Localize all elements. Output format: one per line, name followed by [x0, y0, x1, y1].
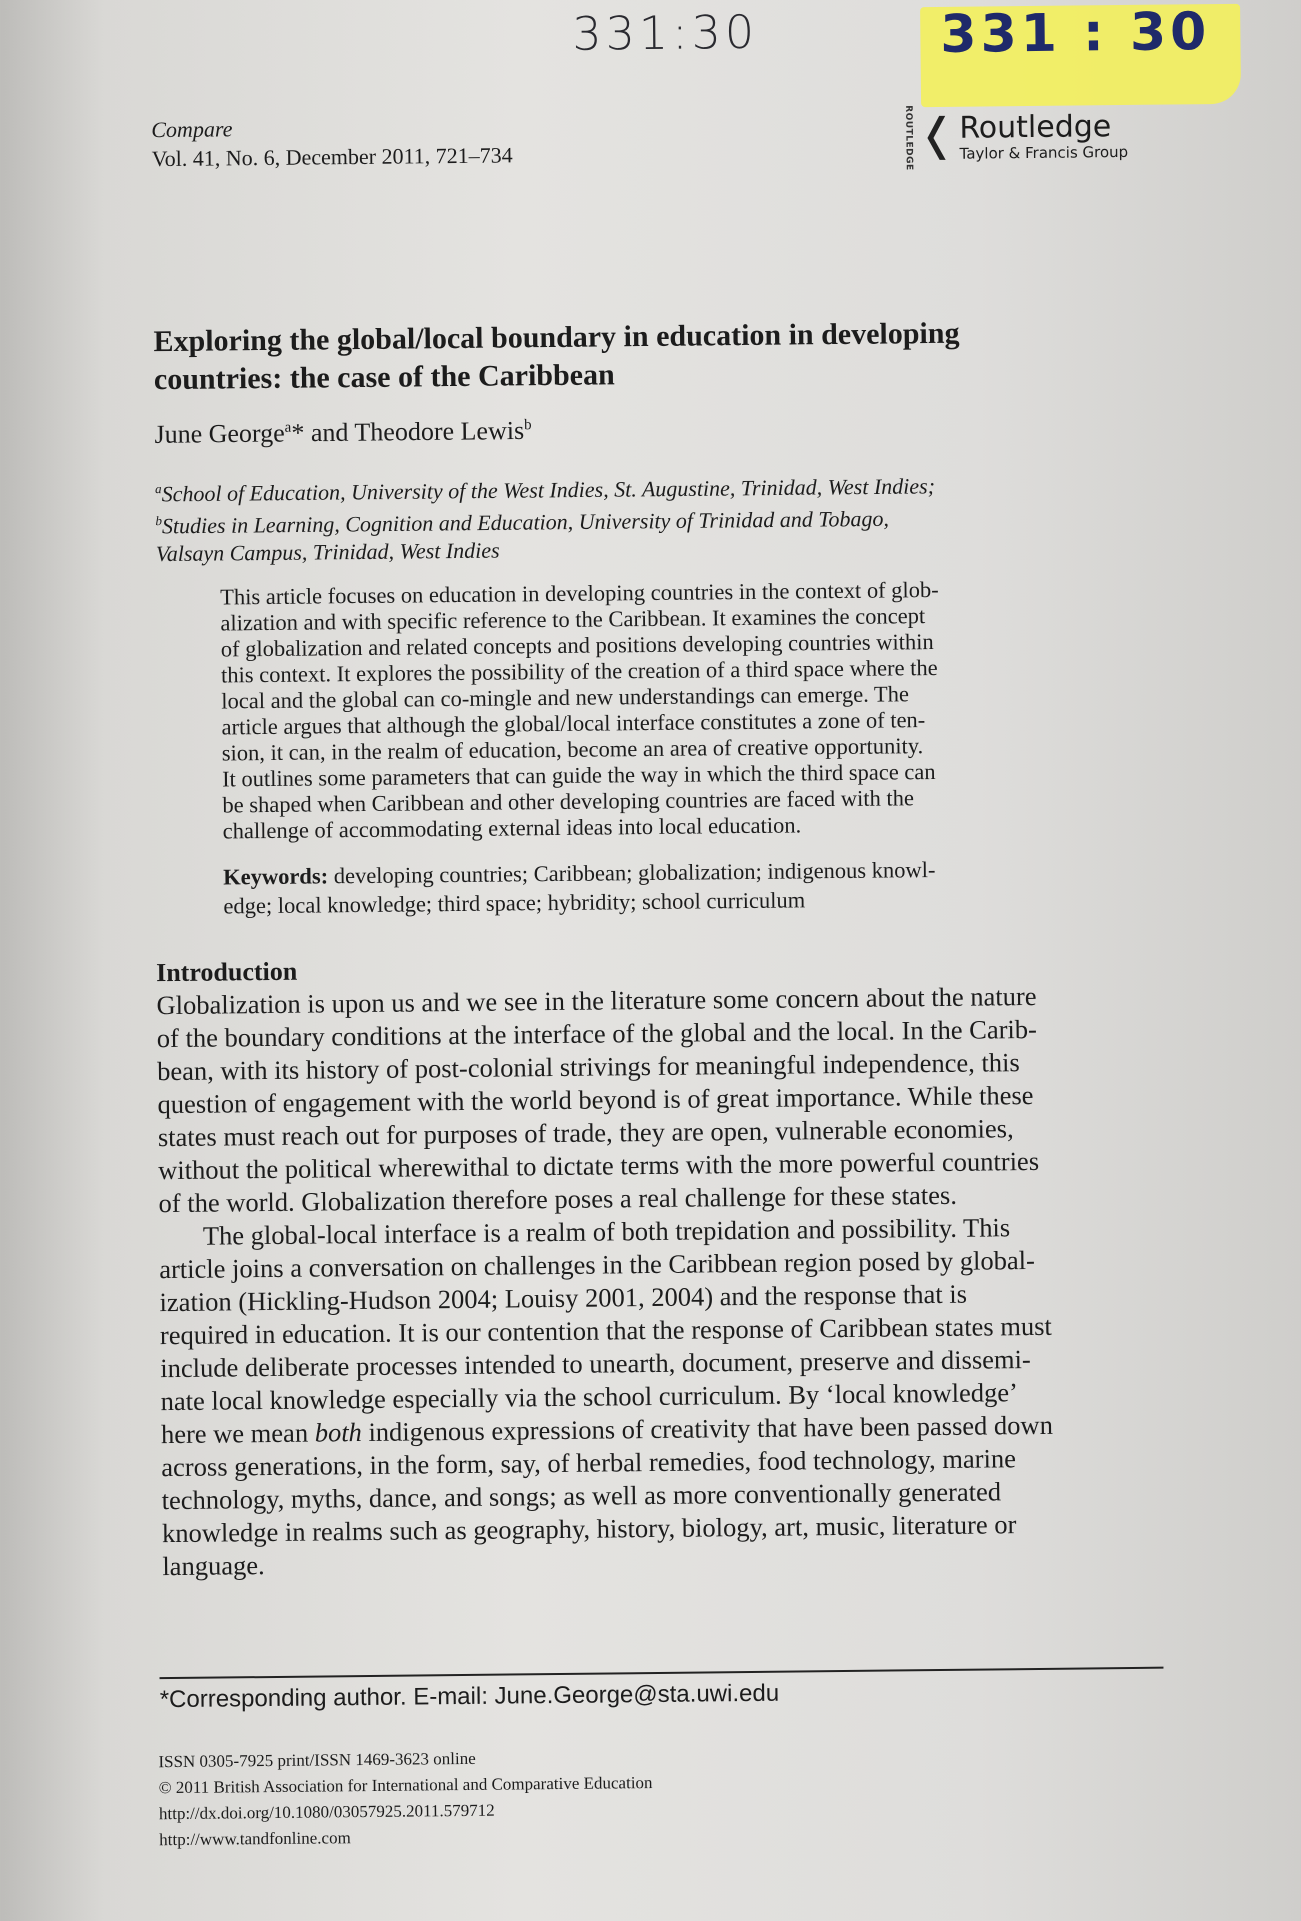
routledge-mark-icon — [925, 114, 948, 162]
section-heading-introduction: Introduction — [155, 956, 298, 988]
publisher-website-link: http://www.tandfonline.com — [159, 1828, 351, 1850]
article-title: Exploring the global/local boundary in education in developing countries: the case of the Caribbean — [153, 316, 960, 397]
journal-volume: Vol. 41, No. 6, December 2011, 721–734 — [151, 142, 513, 172]
introduction-paragraph-2: The global-local interface is a realm of both trepidation and possibility. This article joins a conversation on challenges in the Caribbean region posed by global- ization (Hickling-Hudson 2004; Louisy 2001, 2004) and the response that is required in education. It is our contention that the response of Caribbean states must include deliberate processes intended to unearth, document, preserve and dissemi- nate local knowledge especially via the school curriculum. By ‘local knowledge’ here we mean both indigenous expressions of creativity that have been passed down across generations, in the form, say, of herbal remedies, food technology, marine technology, myths, dance, and songs; as well as more conventionally generated knowledge in realms such as geography, history, biology, art, music, literature or language. — [159, 1212, 1054, 1582]
keywords-label: Keywords: — [223, 863, 329, 890]
author-affiliations: $^a$School of Education, University of the West Indies, St. Augustine, Trinidad, West Indies; $^b$Studies in Learning, Cognition and Education, University of Trinidad and Tobago, Valsayn Campus, Trinidad, West Indies — [154, 473, 936, 566]
corresponding-author-footnote: *Corresponding author. E-mail: June.George@sta.uwi.edu — [159, 1679, 780, 1714]
publisher-vertical-text: ROUTLEDGE — [903, 105, 914, 171]
publisher-name: Routledge — [959, 108, 1112, 146]
issn-line: ISSN 0305-7925 print/ISSN 1469-3623 online — [158, 1748, 476, 1772]
footnote-rule — [160, 1667, 1164, 1680]
article-authors: June George$^a$* and Theodore Lewis$^b$ — [154, 415, 532, 449]
journal-header — [151, 111, 513, 173]
introduction-paragraph-1: Globalization is upon us and we see in the literature some concern about the nature of the boundary conditions at the interface of the global and the local. In the Carib- bean, with its history of post-colonial strivings for meaningful independence, this question of engagement with the world beyond is of great importance. While these states must reach out for purposes of trade, they are open, vulnerable economies, without the political wherewithal to dictate terms with the more powerful countries of the world. Globalization therefore poses a real challenge for these states. — [156, 980, 1040, 1219]
publisher-logo — [903, 103, 1128, 171]
journal-name: Compare — [151, 116, 233, 143]
issn-block — [158, 1744, 653, 1853]
author-1: June George — [154, 418, 285, 449]
doi-link: http://dx.doi.org/10.1080/03057925.2011.579712 — [158, 1800, 495, 1824]
copyright-line: © 2011 British Association for International and Comparative Education — [158, 1773, 653, 1798]
publisher-group: Taylor & Francis Group — [959, 142, 1129, 163]
handwritten-code-corner: 331 : 30 — [940, 2, 1211, 65]
keywords: Keywords: developing countries; Caribbean; globalization; indigenous knowl- edge; local knowledge; third space; hybridity; school curriculum — [223, 857, 936, 919]
introduction-body — [156, 979, 1158, 1583]
handwritten-code-center: 331:30 — [572, 4, 759, 61]
author-2: Theodore Lewis — [354, 415, 525, 447]
abstract: This article focuses on education in developing countries in the context of glob- alization and with specific reference to the Caribbean. It examines the concept of globalization and related concepts and positions developing countries within this context. It explores the possibility of the creation of a third space where the local and the global can co-mingle and new understandings can emerge. The article argues that although the global/local interface constitutes a zone of ten- sion, it can, in the realm of education, become an area of creative opportunity. It outlines some parameters that can guide the way in which the third space can be shaped when Caribbean and other developing countries are faced with the challenge of accommodating external ideas into local education. — [220, 576, 939, 844]
